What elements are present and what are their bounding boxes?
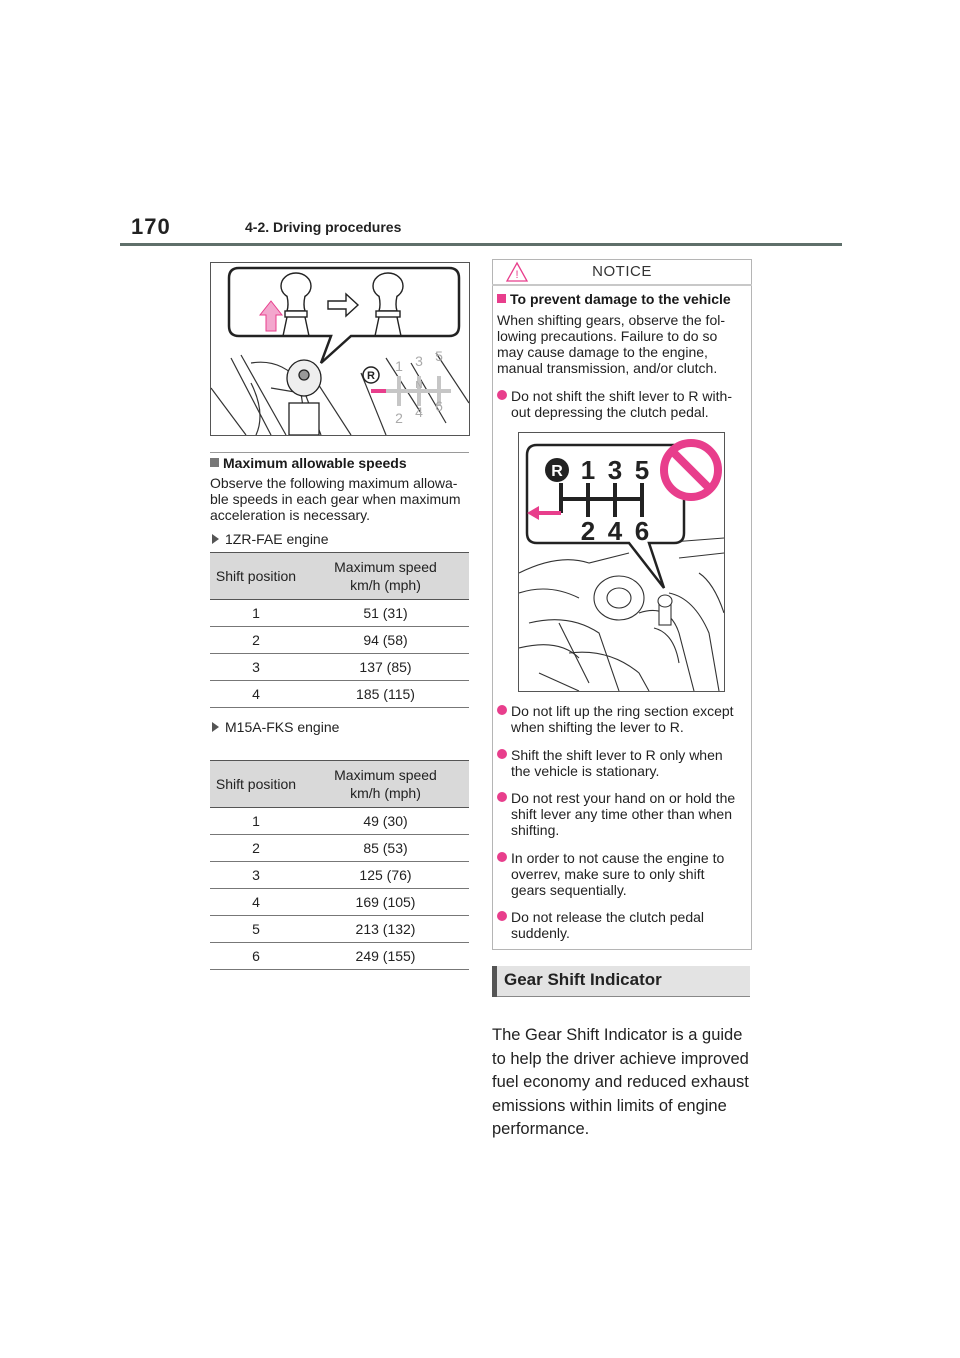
notice-heading: To prevent damage to the vehicle: [497, 291, 731, 307]
bullet-dot-icon: [497, 749, 507, 759]
notice-title: NOTICE: [592, 263, 652, 280]
shift-knob-illustration: [210, 262, 470, 436]
triangle-bullet-icon: [212, 534, 219, 544]
gate-label-6: 6: [435, 398, 443, 414]
table-row: 6 249 (155): [210, 943, 469, 970]
bullet-dot-icon: [497, 852, 507, 862]
gate-label-4: 4: [415, 404, 423, 420]
speed-table-m15a: [210, 760, 469, 970]
bullet-dot-icon: [497, 792, 507, 802]
section-divider: [210, 452, 469, 453]
illus-label-6: 6: [634, 516, 650, 546]
table-row: 2 94 (58): [210, 627, 469, 654]
table-row: 5 213 (132): [210, 916, 469, 943]
notice-divider: [492, 284, 752, 286]
table-row: 2 85 (53): [210, 835, 469, 862]
bullet-dot-icon: [497, 705, 507, 715]
illus-label-5: 5: [634, 455, 650, 485]
prohibited-icon: [664, 443, 718, 497]
illus-label-3: 3: [607, 455, 623, 485]
bullet-dot-icon: [497, 911, 507, 921]
table-row: 3 137 (85): [210, 654, 469, 681]
notice-intro: When shifting gears, observe the fol- lowing precautions. Failure to do so may cause damage to the engine, manual transmission, and/or clutch.: [497, 312, 726, 376]
table-row: 4 185 (115): [210, 681, 469, 708]
table-row: 4 169 (105): [210, 889, 469, 916]
gate-label-5: 5: [435, 348, 443, 364]
header-rule: [120, 243, 842, 246]
gate-r-label: R: [367, 370, 375, 382]
illus-label-1: 1: [580, 455, 596, 485]
square-bullet-icon: [210, 458, 219, 467]
triangle-bullet-icon: [212, 722, 219, 732]
table-row: 1 51 (31): [210, 600, 469, 627]
gate-label-n: N: [415, 380, 423, 391]
col-max-speed: Maximum speed km/h (mph): [302, 553, 469, 600]
speed-table-1zr: [210, 552, 469, 708]
illus-r-label: R: [551, 463, 563, 480]
col-shift-position: Shift position: [210, 761, 302, 808]
gsi-heading: Gear Shift Indicator: [504, 970, 662, 989]
gate-label-3: 3: [415, 353, 423, 369]
col-shift-position: Shift position: [210, 553, 302, 600]
notice-bullet: Do not shift the shift lever to R with- out depressing the clutch pedal.: [497, 388, 747, 420]
gate-label-2: 2: [395, 410, 403, 426]
reverse-shift-illustration: [518, 432, 725, 692]
max-speeds-body: Observe the following maximum allowa- ble speeds in each gear when maximum acceleration is necessary.: [210, 475, 461, 523]
section-title: 4-2. Driving procedures: [245, 219, 402, 235]
engine-1-label: 1ZR-FAE engine: [212, 531, 329, 547]
table-row: 1 49 (30): [210, 808, 469, 835]
notice-bullet: Do not release the clutch pedal suddenly.: [497, 909, 747, 941]
square-bullet-icon: [497, 294, 506, 303]
gsi-heading-accent: [492, 966, 497, 997]
max-speeds-heading: Maximum allowable speeds: [210, 455, 407, 471]
notice-bullet: Do not rest your hand on or hold the shift lever any time other than when shifting.: [497, 790, 747, 838]
notice-bullet: Do not lift up the ring section except when shifting the lever to R.: [497, 703, 747, 735]
table-row: 3 125 (76): [210, 862, 469, 889]
page-number: 170: [131, 214, 171, 239]
engine-2-label: M15A-FKS engine: [212, 719, 339, 735]
illus-label-2: 2: [580, 516, 596, 546]
illus-label-4: 4: [607, 516, 623, 546]
notice-bullet: In order to not cause the engine to overrev, make sure to only shift gears sequentially.: [497, 850, 747, 898]
col-max-speed: Maximum speed km/h (mph): [302, 761, 469, 808]
svg-text:!: !: [515, 269, 519, 281]
bullet-dot-icon: [497, 390, 507, 400]
gate-label-1: 1: [395, 358, 403, 374]
notice-bullet: Shift the shift lever to R only when the vehicle is stationary.: [497, 747, 747, 779]
gsi-body: The Gear Shift Indicator is a guide to help the driver achieve improved fuel economy and reduced exhaust emissions within limits of engine performance.: [492, 1026, 749, 1138]
